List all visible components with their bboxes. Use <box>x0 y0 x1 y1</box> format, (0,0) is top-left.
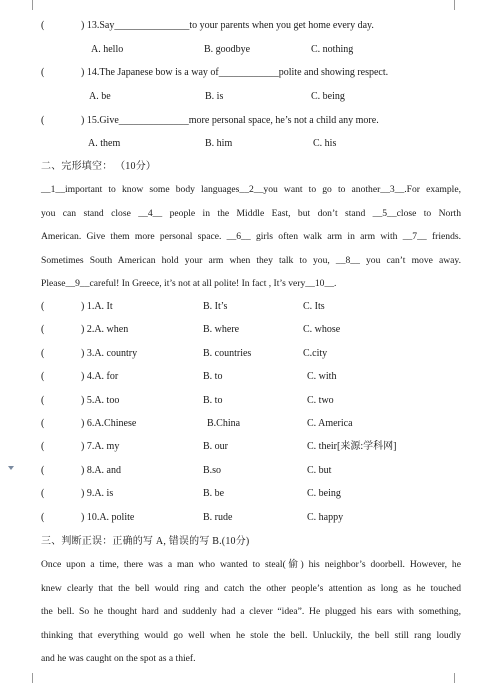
option-b: B. goodbye <box>204 44 251 55</box>
option-a: ) 3.A. country <box>81 348 138 359</box>
answer-paren: ( <box>41 324 45 335</box>
answer-paren: ( <box>41 115 45 126</box>
option-a: A. them <box>88 138 121 149</box>
option-a: ) 2.A. when <box>81 324 129 335</box>
option-a: ) 6.A.Chinese <box>81 418 137 429</box>
answer-paren: ( <box>41 488 45 499</box>
passage-line: knew clearly that the bell would ring and catch the other people’s attention as long as he touched <box>41 582 461 594</box>
option-b: B. countries <box>203 348 252 359</box>
option-b: B. is <box>205 91 224 102</box>
option-a: ) 9.A. is <box>81 488 114 499</box>
option-c: C. their[来源:学科网] <box>307 441 397 452</box>
passage-line: the bell. So he thought hard and suddenly had a clever “idea”. He plugged his ears with something, <box>41 606 461 618</box>
option-b: B.so <box>203 465 222 476</box>
option-b: B. our <box>203 441 228 452</box>
option-c: C. two <box>307 395 334 406</box>
passage-line: Once upon a time, there was a man who wanted to steal(偷) his neighbor’s doorbell. However, he <box>41 559 461 570</box>
option-c: C. Its <box>303 301 325 312</box>
answer-paren: ( <box>41 395 45 406</box>
passage-line: and he was caught on the spot as a thief. <box>41 653 196 665</box>
answer-paren: ( <box>41 465 45 476</box>
answer-paren: ( <box>41 301 45 312</box>
option-c: C. happy <box>307 512 344 523</box>
option-b: B. It’s <box>203 301 228 312</box>
passage-line: Sometimes South American hold your arm when they talk to you, __8__ you can’t move away. <box>41 254 461 266</box>
option-c: C. but <box>307 465 332 476</box>
option-c: C. being <box>311 91 345 102</box>
option-b: B. to <box>203 371 223 382</box>
margin-arrow-icon <box>8 466 14 470</box>
option-b: B. where <box>203 324 240 335</box>
crop-mark-top-right <box>454 0 469 10</box>
option-c: C. whose <box>303 324 341 335</box>
option-c: C. being <box>307 488 341 499</box>
option-b: B. be <box>203 488 225 499</box>
question-text: ) 14.The Japanese bow is a way of____________polite and showing respect. <box>81 67 389 78</box>
option-c: C. nothing <box>311 44 354 55</box>
option-b: B. to <box>203 395 223 406</box>
section-heading-judge: 三、判断正误：正确的写 A, 错误的写 B.(10分) <box>41 536 250 547</box>
option-a: ) 1.A. It <box>81 301 113 312</box>
story-passage <box>41 553 461 671</box>
answer-paren: ( <box>41 441 45 452</box>
passage-line: thinking that everything would go well when he stole the bell. Unluckily, the bell still rang loudly <box>41 629 461 641</box>
passage-line: you can stand close __4__ people in the Middle East, but don’t stand __5__close to North <box>41 207 461 219</box>
section-heading-cloze: 二、完形填空： （10分） <box>41 161 157 172</box>
option-a: A. hello <box>91 44 124 55</box>
answer-paren: ( <box>41 348 45 359</box>
crop-mark-top-left <box>18 0 33 10</box>
option-a: ) 4.A. for <box>81 371 119 382</box>
option-c: C. his <box>313 138 337 149</box>
passage-line: American. Give them more personal space. __6__ girls often walk arm in arm with __7__ friends. <box>41 231 461 243</box>
option-a: ) 8.A. and <box>81 465 121 476</box>
answer-paren: ( <box>41 20 45 31</box>
crop-mark-bottom-left <box>18 673 33 683</box>
answer-paren: ( <box>41 67 45 78</box>
option-b: B. rude <box>203 512 233 523</box>
cloze-passage <box>41 178 461 296</box>
option-b: B.China <box>207 418 241 429</box>
passage-line: Please__9__careful! In Greece, it’s not at all polite! In fact , It’s very__10__. <box>41 278 337 290</box>
answer-paren: ( <box>41 371 45 382</box>
option-b: B. him <box>205 138 233 149</box>
option-a: ) 7.A. my <box>81 441 120 452</box>
option-c: C.city <box>303 348 328 359</box>
question-text: ) 15.Give______________more personal space, he’s not a child any more. <box>81 115 379 126</box>
question-text: ) 13.Say_______________to your parents when you get home every day. <box>81 20 374 31</box>
option-a: A. be <box>89 91 111 102</box>
option-a: ) 5.A. too <box>81 395 120 406</box>
answer-paren: ( <box>41 418 45 429</box>
option-c: C. with <box>307 371 337 382</box>
crop-mark-bottom-right <box>454 673 469 683</box>
passage-line: __1__important to know some body languages__2__you want to go to another__3__.For example, <box>41 184 461 195</box>
option-a: ) 10.A. polite <box>81 512 135 523</box>
answer-paren: ( <box>41 512 45 523</box>
option-c: C. America <box>307 418 353 429</box>
